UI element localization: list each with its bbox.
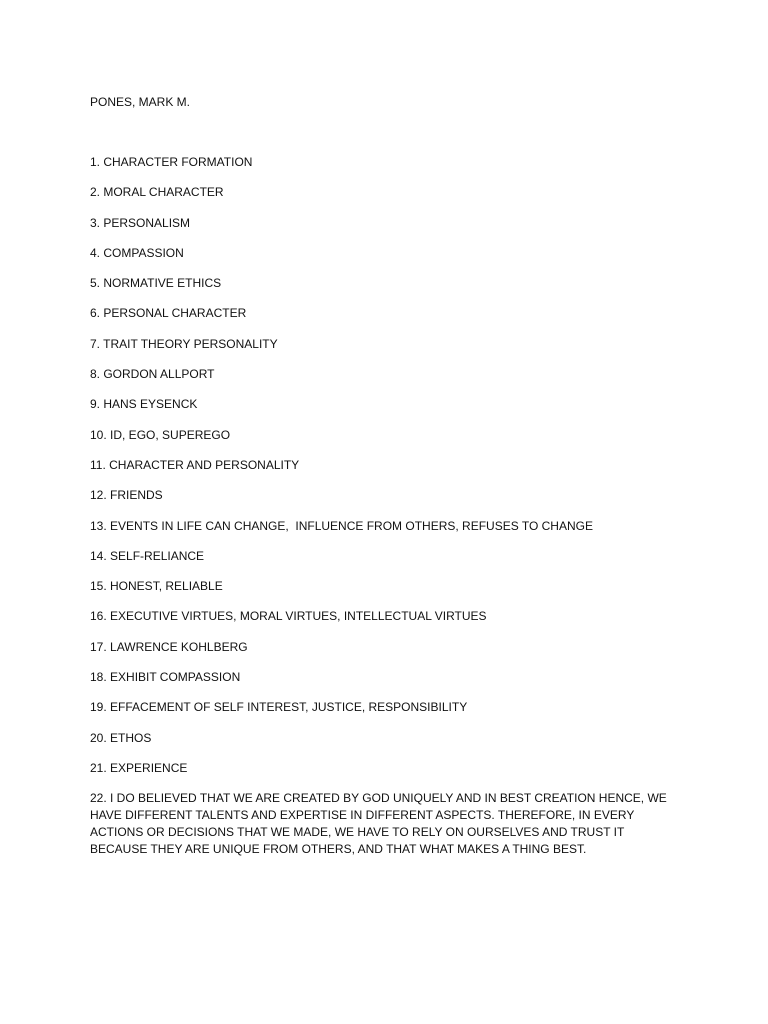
answer-item-7: 7. TRAIT THEORY PERSONALITY	[90, 336, 278, 351]
author-name: PONES, MARK M.	[90, 95, 191, 109]
answer-item-1: 1. CHARACTER FORMATION	[90, 155, 253, 169]
answer-item-12: 12. FRIENDS	[90, 488, 163, 503]
answer-item-20: 20. ETHOS	[90, 730, 152, 745]
answer-item-17: 17. LAWRENCE KOHLBERG	[90, 639, 248, 654]
answer-item-14: 14. SELF-RELIANCE	[90, 548, 205, 563]
answer-item-9: 9. HANS EYSENCK	[90, 397, 198, 412]
answer-item-19: 19. EFFACEMENT OF SELF INTEREST, JUSTICE, RESPONSIBILITY	[90, 700, 468, 715]
answer-item-11: 11. CHARACTER AND PERSONALITY	[90, 457, 300, 472]
answer-list	[90, 154, 682, 858]
answer-item-18: 18. EXHIBIT COMPASSION	[90, 670, 241, 685]
answer-item-10: 10. ID, EGO, SUPEREGO	[90, 427, 231, 442]
answer-item-13: 13. EVENTS IN LIFE CAN CHANGE, INFLUENCE FROM OTHERS, REFUSES TO CHANGE	[90, 518, 593, 533]
document-body	[90, 94, 682, 872]
answer-item-15: 15. HONEST, RELIABLE	[90, 579, 223, 594]
answer-item-3: 3. PERSONALISM	[90, 215, 191, 230]
answer-item-2: 2. MORAL CHARACTER	[90, 185, 224, 200]
answer-item-5: 5. NORMATIVE ETHICS	[90, 276, 222, 291]
answer-item-6: 6. PERSONAL CHARACTER	[90, 306, 247, 321]
answer-item-22: 22. I DO BELIEVED THAT WE ARE CREATED BY GOD UNIQUELY AND IN BEST CREATION HENCE, WE HAVE DIFFERENT TALENTS AND EXPERTISE IN DIFFERENT ASPECTS. THEREFORE, IN EVERY ACTIONS OR DECISIONS THAT WE MADE, WE HAVE TO RELY ON OURSELVES AND TRUST IT BECAUSE THEY ARE UNIQUE FROM OTHERS, AND THAT WHAT MAKES A THING BEST.	[90, 791, 671, 857]
answer-item-4: 4. COMPASSION	[90, 245, 184, 260]
answer-item-8: 8. GORDON ALLPORT	[90, 367, 215, 382]
answer-item-21: 21. EXPERIENCE	[90, 760, 188, 775]
answer-item-16: 16. EXECUTIVE VIRTUES, MORAL VIRTUES, INTELLECTUAL VIRTUES	[90, 609, 487, 624]
